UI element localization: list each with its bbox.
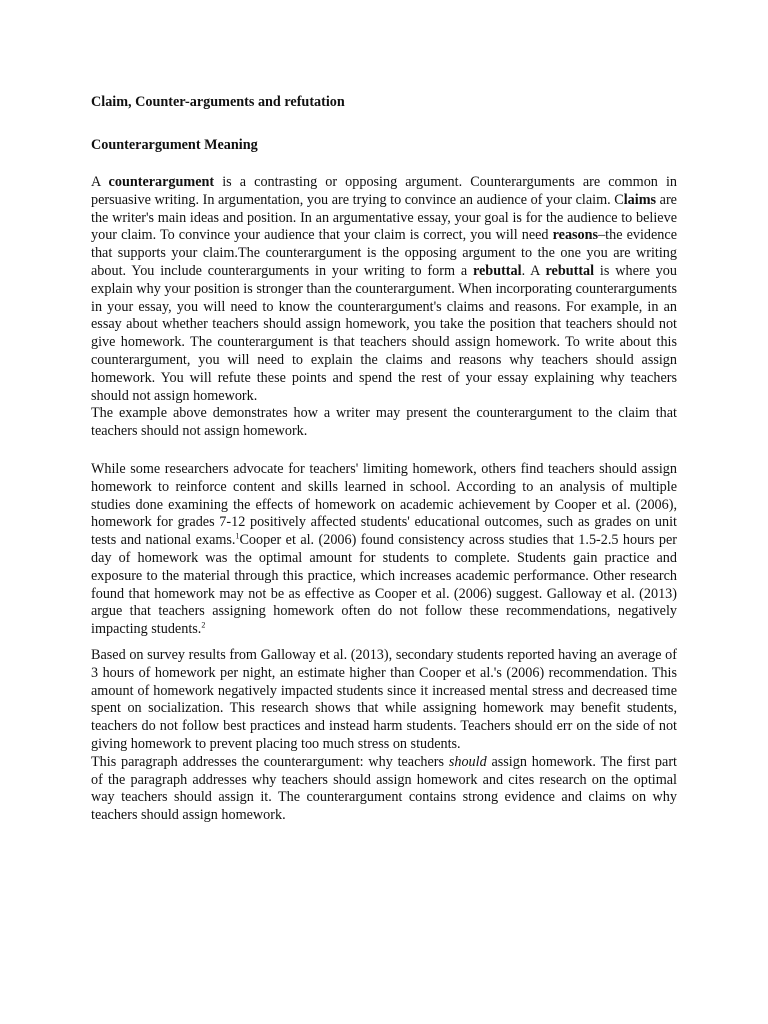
- paragraph-research-example: [91, 461, 677, 639]
- text-run: are the writer's main ideas and position. In an argumentative essay, your goal is for the audience to believe your claim. To convince your audience that your claim is correct, you will need: [91, 191, 677, 244]
- paragraph-counterargument-definition: [91, 174, 677, 405]
- document-page: [91, 93, 677, 825]
- footnote-marker: 1: [235, 531, 240, 541]
- text-run: –the evidence that supports your claim.The counterargument is the opposing argument to the one you are writing about. You include counterarguments in your writing to form a: [91, 227, 677, 279]
- paragraph-survey-results: Based on survey results from Galloway et al. (2013), secondary students reported having an average of 3 hours of homework per night, an estimate higher than Cooper et al.'s (2006) recommendation. This amount of homework negatively impacted students since it increased mental stress and decreased time spent on socialization. This research shows that while assigning homework may benefit students, teachers do not follow best practices and instead harm students. Teachers should err on the side of not giving homework to prevent placing too much stress on students.: [91, 646, 677, 752]
- bold-term-rebuttal: rebuttal: [545, 262, 595, 279]
- document-title: Claim, Counter-arguments and refutation: [91, 94, 345, 110]
- text-run: This paragraph addresses the counterargument: why teachers: [91, 753, 449, 770]
- text-run: is a contrasting or opposing argument. Counterarguments are common in persuasive writing. In argumentation, you are trying to convince an audience of your claim. C: [91, 174, 677, 208]
- bold-term-reasons: reasons: [552, 227, 599, 244]
- text-run: While some researchers advocate for teachers' limiting homework, others find teachers should assign homework to reinforce content and skills learned in school. According to an analysis of multiple studies done examining the effects of homework on academic achievement by Cooper et al. (2006), homework for grades 7-12 positively affected students' educational outcomes, such as grades on unit tests and national exams.: [91, 460, 677, 549]
- paragraph-analysis: [91, 754, 677, 825]
- bold-term-counterargument: counterargument: [108, 174, 215, 190]
- bold-term-claims: laims: [623, 191, 657, 208]
- footnote-marker: 2: [201, 620, 206, 630]
- bold-term-rebuttal: rebuttal: [472, 262, 522, 279]
- text-run: assign homework. The first part of the paragraph addresses why teachers should assign homework and cites research on the optimal way teachers should assign it. The counterargument contains strong evidence and claims on why teachers should assign homework.: [91, 753, 677, 824]
- text-run: A: [91, 174, 109, 190]
- text-run: Cooper et al. (2006) found consistency across studies that 1.5-2.5 hours per day of homework was the optimal amount for students to complete. Students gain practice and exposure to the material through this practice, which increases academic performance. Other research found that homework may not be as effective as Cooper et al. (2006) suggest. Galloway et al. (2013) argue that teachers assigning homework often do not follow these recommendations, negatively impacting students.: [91, 532, 677, 638]
- text-run: . A: [521, 262, 546, 279]
- paragraph-example-intro: The example above demonstrates how a writer may present the counterargument to the claim that teachers should not assign homework.: [91, 405, 677, 440]
- italic-emphasis: should: [448, 753, 487, 770]
- text-run: is where you explain why your position is stronger than the counterargument. When incorporating counterarguments in your essay, you will need to know the counterargument's claims and reasons. For example, in an essay about whether teachers should assign homework, you take the position that teachers should not give homework. The counterargument is that teachers should assign homework. To write about this counterargument, you will need to explain the claims and reasons why teachers should assign homework. You will refute these points and spend the rest of your essay explaining why teachers should not assign homework.: [91, 262, 677, 404]
- section-heading: Counterargument Meaning: [91, 137, 258, 153]
